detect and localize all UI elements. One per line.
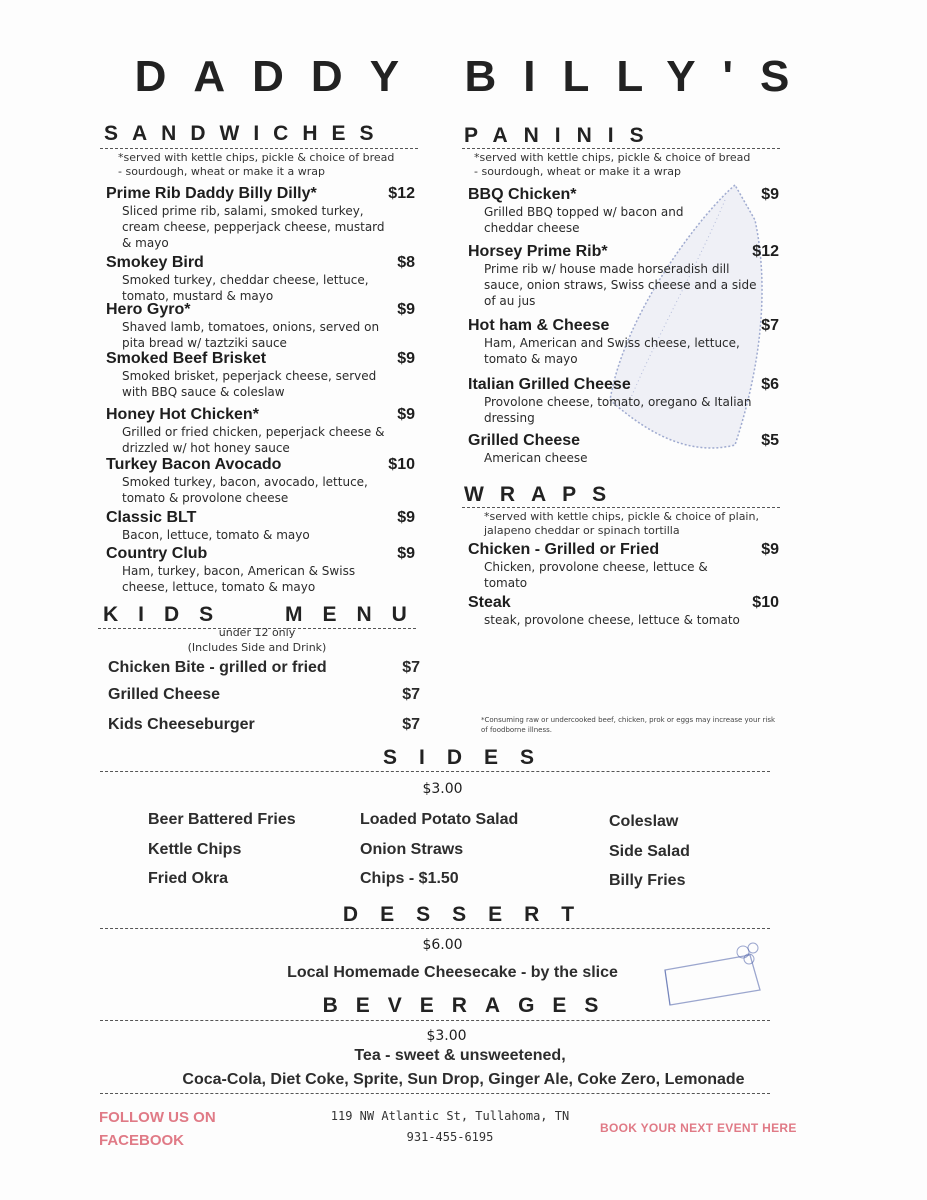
menu-item-description: Smoked brisket, peperjack cheese, served with BBQ sauce & coleslaw xyxy=(122,369,377,399)
menu-item-description: Grilled BBQ topped w/ bacon and cheddar cheese xyxy=(484,205,684,235)
menu-item-name: Smokey Bird xyxy=(106,254,204,271)
menu-item-name: Hero Gyro* xyxy=(106,301,191,318)
menu-item-description: Grilled or fried chicken, peperjack cheese & drizzled w/ hot honey sauce xyxy=(122,425,385,455)
facebook-link[interactable] xyxy=(99,1106,216,1152)
menu-item-description: Provolone cheese, tomato, oregano & Italian dressing xyxy=(484,395,752,425)
menu-item-description: Bacon, lettuce, tomato & mayo xyxy=(122,528,310,542)
sides-price: $3.00 xyxy=(422,781,463,797)
divider xyxy=(100,1020,770,1021)
divider xyxy=(100,148,418,149)
divider xyxy=(100,928,770,929)
menu-item-name: BBQ Chicken* xyxy=(468,186,577,203)
dessert-price: $6.00 xyxy=(422,937,463,953)
menu-item-name: Hot ham & Cheese xyxy=(468,317,610,334)
menu-item-price: $9 xyxy=(397,301,415,318)
menu-item-price: $9 xyxy=(761,541,779,558)
divider xyxy=(462,507,780,508)
menu-item-name: Turkey Bacon Avocado xyxy=(106,456,282,473)
facebook-label[interactable]: FACEBOOK xyxy=(99,1132,185,1149)
wraps-note: *served with kettle chips, pickle & choice of plain, jalapeno cheddar or spinach tortilla xyxy=(484,510,759,537)
side-item: Side Salad xyxy=(609,843,690,860)
menu-item-price: $9 xyxy=(397,406,415,423)
menu-item-price: $6 xyxy=(761,376,779,393)
disclaimer: *Consuming raw or undercooked beef, chicken, prok or eggs may increase your risk of foodborne illness. xyxy=(481,716,776,734)
menu-item-name: Classic BLT xyxy=(106,509,197,526)
menu-item-description: American cheese xyxy=(484,451,588,465)
side-item: Onion Straws xyxy=(360,841,464,858)
divider xyxy=(100,771,770,772)
menu-item-price: $12 xyxy=(388,185,415,202)
menu-item-price: $9 xyxy=(761,186,779,203)
kids-item-price: $7 xyxy=(402,686,420,703)
divider xyxy=(462,148,780,149)
side-item: Loaded Potato Salad xyxy=(360,811,519,828)
menu-item-description: Ham, American and Swiss cheese, lettuce, tomato & mayo xyxy=(484,336,740,366)
menu-item-name: Smoked Beef Brisket xyxy=(106,350,267,367)
menu-item-price: $7 xyxy=(761,317,779,334)
beverages-sodas: Coca-Cola, Diet Coke, Sprite, Sun Drop, Ginger Ale, Coke Zero, Lemonade xyxy=(182,1071,745,1088)
menu-item-description: Smoked turkey, cheddar cheese, lettuce, tomato, mustard & mayo xyxy=(122,273,369,303)
book-event-link[interactable]: BOOK YOUR NEXT EVENT HERE xyxy=(600,1121,797,1135)
sandwiches-heading: SANDWICHES xyxy=(104,122,388,145)
divider xyxy=(100,1093,770,1094)
beverages-tea: Tea - sweet & unsweetened, xyxy=(354,1047,566,1064)
menu-item-name: Italian Grilled Cheese xyxy=(468,376,631,393)
dessert-heading: DESSERT xyxy=(342,903,597,926)
side-item: Chips - $1.50 xyxy=(360,870,459,887)
side-item: Fried Okra xyxy=(148,870,229,887)
menu-item-description: Ham, turkey, bacon, American & Swiss cheese, lettuce, tomato & mayo xyxy=(122,564,356,594)
menu-item-description: Prime rib w/ house made horseradish dill sauce, onion straws, Swiss cheese and a side of au jus xyxy=(484,262,757,308)
kids-menu-heading: KIDS MENU xyxy=(103,603,427,626)
menu-item-name: Horsey Prime Rib* xyxy=(468,243,608,260)
paninis-heading: PANINIS xyxy=(464,124,660,147)
side-item: Billy Fries xyxy=(609,872,686,889)
side-item: Coleslaw xyxy=(609,813,679,830)
menu-item-description: Chicken, provolone cheese, lettuce & tomato xyxy=(484,560,708,590)
kids-item-price: $7 xyxy=(402,716,420,733)
menu-item-description: Smoked turkey, bacon, avocado, lettuce, tomato & provolone cheese xyxy=(122,475,368,505)
address: 119 NW Atlantic St, Tullahoma, TN xyxy=(330,1109,570,1123)
restaurant-title: DADDY BILLY'S xyxy=(134,52,817,101)
menu-item-price: $9 xyxy=(397,350,415,367)
kids-note-age: under 12 only xyxy=(218,626,296,639)
side-item: Kettle Chips xyxy=(148,841,242,858)
kids-item-name: Grilled Cheese xyxy=(108,686,221,703)
menu-item-name: Prime Rib Daddy Billy Dilly* xyxy=(106,185,317,202)
side-item: Beer Battered Fries xyxy=(148,811,296,828)
kids-item-name: Chicken Bite - grilled or fried xyxy=(108,659,327,676)
menu-item-price: $12 xyxy=(752,243,779,260)
menu-item-price: $9 xyxy=(397,545,415,562)
kids-note-includes: (Includes Side and Drink) xyxy=(187,641,327,654)
menu-item-price: $5 xyxy=(761,432,779,449)
paninis-note: *served with kettle chips, pickle & choice of bread - sourdough, wheat or make it a wrap xyxy=(474,151,751,178)
follow-us-label[interactable]: FOLLOW US ON xyxy=(99,1109,216,1126)
menu-item-description: steak, provolone cheese, lettuce & tomato xyxy=(484,613,740,627)
menu-item-description: Shaved lamb, tomatoes, onions, served on pita bread w/ taztziki sauce xyxy=(122,320,380,350)
menu-item-name: Steak xyxy=(468,594,511,611)
menu-item-price: $8 xyxy=(397,254,415,271)
menu-item-description: Sliced prime rib, salami, smoked turkey, cream cheese, pepperjack cheese, mustard & mayo xyxy=(122,204,385,250)
dessert-item: Local Homemade Cheesecake - by the slice xyxy=(287,964,618,981)
wraps-heading: WRAPS xyxy=(464,483,623,506)
kids-item-price: $7 xyxy=(402,659,420,676)
menu-item-name: Chicken - Grilled or Fried xyxy=(468,541,660,558)
sides-heading: SIDES xyxy=(382,746,557,769)
menu-item-name: Country Club xyxy=(106,545,208,562)
kids-item-name: Kids Cheeseburger xyxy=(108,716,255,733)
menu-item-price: $10 xyxy=(752,594,779,611)
beverages-heading: BEVERAGES xyxy=(322,994,617,1017)
phone-number: 931-455-6195 xyxy=(406,1130,494,1144)
menu-item-name: Grilled Cheese xyxy=(468,432,581,449)
menu-item-name: Honey Hot Chicken* xyxy=(106,406,259,423)
beverages-price: $3.00 xyxy=(426,1028,467,1044)
menu-item-price: $10 xyxy=(388,456,415,473)
sandwiches-note: *served with kettle chips, pickle & choice of bread - sourdough, wheat or make it a wrap xyxy=(118,151,395,178)
menu-item-price: $9 xyxy=(397,509,415,526)
